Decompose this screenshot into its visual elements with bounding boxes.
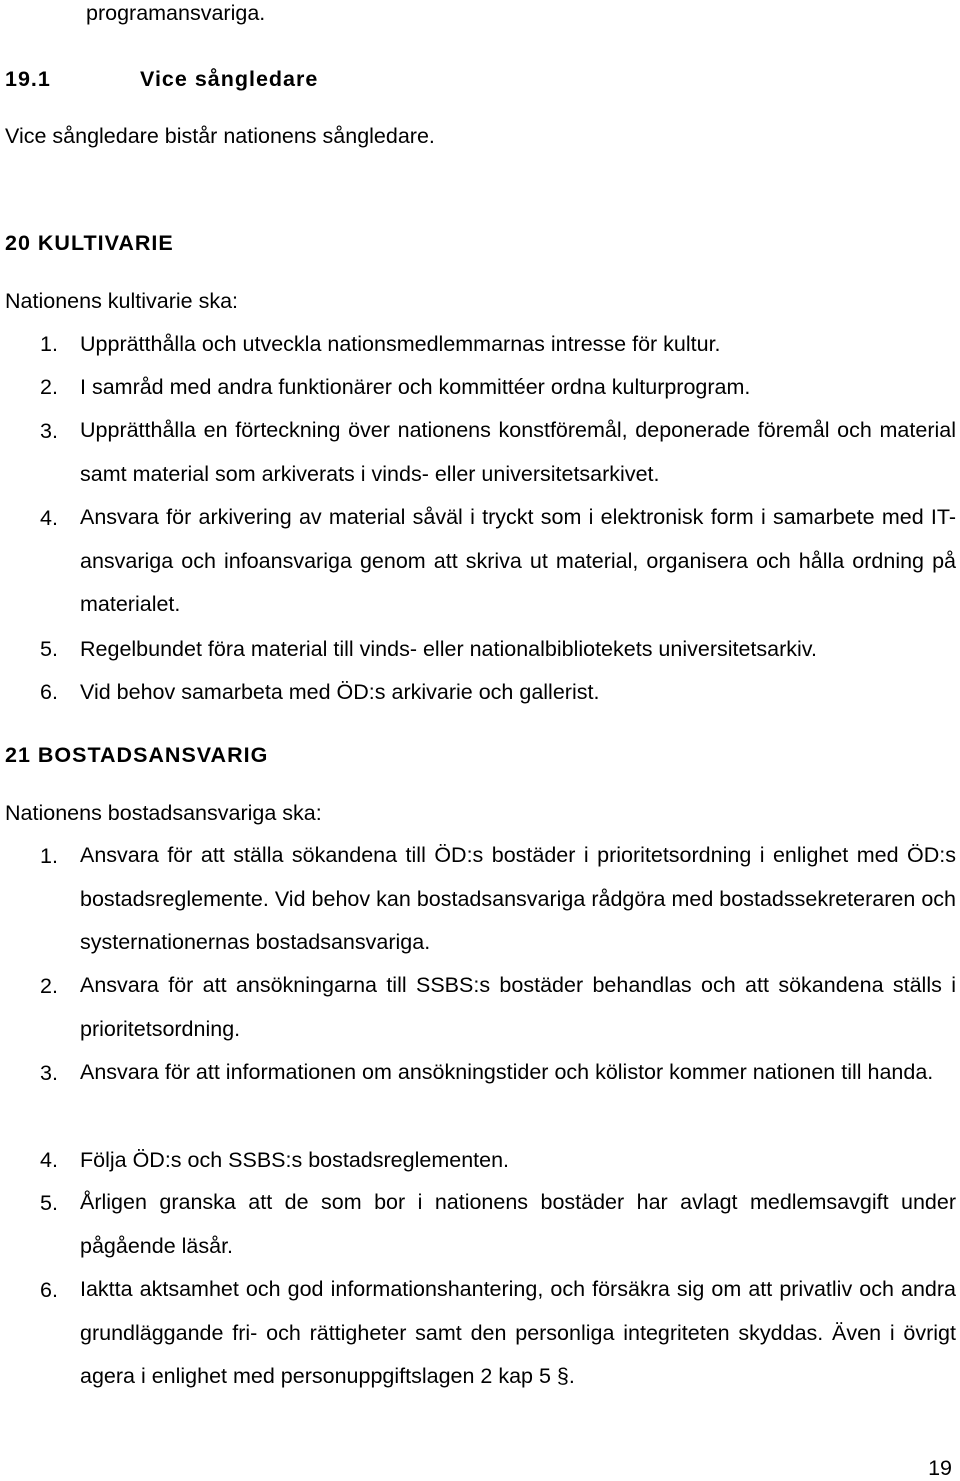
- list-number: 4.: [40, 1148, 58, 1172]
- section-text: Vice sångledare bistår nationens sångledare.: [5, 124, 435, 148]
- list-item: Vid behov samarbeta med ÖD:s arkivarie och gallerist.: [80, 680, 600, 704]
- list-number: 1.: [40, 332, 58, 356]
- list-item: [80, 496, 956, 627]
- list-number: 3.: [40, 1061, 58, 1085]
- list-item-text: Ansvara för att ställa sökandena till ÖD:s bostäder i prioritetsordning i enlighet med ÖD:s bostadsreglemente. Vid behov kan bostadsansvariga rådgöra med bostadssekreteraren och systernationernas bostadsansvariga.: [80, 843, 956, 954]
- list-item-text: Iaktta aktsamhet och god informationshantering, och försäkra sig om att privatliv och andra grundläggande fri- och rättigheter samt den personliga integriteten skyddas. Även i övrigt agera i enlighet med personuppgiftslagen 2 kap 5 §.: [80, 1277, 956, 1388]
- list-number: 6.: [40, 680, 58, 704]
- list-number: 6.: [40, 1278, 58, 1302]
- list-item: [80, 409, 956, 496]
- section-heading: 20 KULTIVARIE: [5, 231, 174, 255]
- list-number: 5.: [40, 1191, 58, 1215]
- list-item: I samråd med andra funktionärer och kommittéer ordna kulturprogram.: [80, 375, 751, 399]
- list-item-text: Upprätthålla en förteckning över nationens konstföremål, deponerade föremål och material samt material som arkiverats i vinds- eller universitetsarkivet.: [80, 418, 956, 486]
- list-item: [80, 1051, 956, 1095]
- list-item: [80, 964, 956, 1051]
- list-item-text: Ansvara för att ansökningarna till SSBS:s bostäder behandlas och att sökandena ställs i prioritetsordning.: [80, 973, 956, 1041]
- list-number: 4.: [40, 506, 58, 530]
- list-number: 2.: [40, 974, 58, 998]
- section-intro: Nationens kultivarie ska:: [5, 289, 239, 313]
- list-item-text: Ansvara för arkivering av material såväl i tryckt som i elektronisk form i samarbete med IT-ansvariga och infoansvariga genom att skriva ut material, organisera och hålla ordning på materialet.: [80, 505, 956, 616]
- list-number: 1.: [40, 844, 58, 868]
- list-number: 2.: [40, 375, 58, 399]
- section-intro: Nationens bostadsansvariga ska:: [5, 801, 322, 825]
- list-item-text: Årligen granska att de som bor i nationens bostäder har avlagt medlemsavgift under pågående läsår.: [80, 1190, 956, 1258]
- list-item: Regelbundet föra material till vinds- eller nationalbibliotekets universitetsarkiv.: [80, 637, 817, 661]
- list-number: 5.: [40, 637, 58, 661]
- list-item: [80, 1181, 956, 1268]
- section-number: 19.1: [5, 67, 51, 91]
- list-item: Upprätthålla och utveckla nationsmedlemmarnas intresse för kultur.: [80, 332, 721, 356]
- list-item: [80, 1268, 956, 1399]
- section-title: Vice sångledare: [140, 67, 319, 91]
- list-item: Följa ÖD:s och SSBS:s bostadsreglementen.: [80, 1148, 510, 1172]
- continued-text: programansvariga.: [86, 1, 266, 25]
- page-number: 19: [928, 1456, 952, 1480]
- list-item-text: Ansvara för att informationen om ansökningstider och kölistor kommer nationen till handa.: [80, 1060, 934, 1084]
- section-heading: 21 BOSTADSANSVARIG: [5, 743, 269, 767]
- list-item: [80, 834, 956, 965]
- list-number: 3.: [40, 419, 58, 443]
